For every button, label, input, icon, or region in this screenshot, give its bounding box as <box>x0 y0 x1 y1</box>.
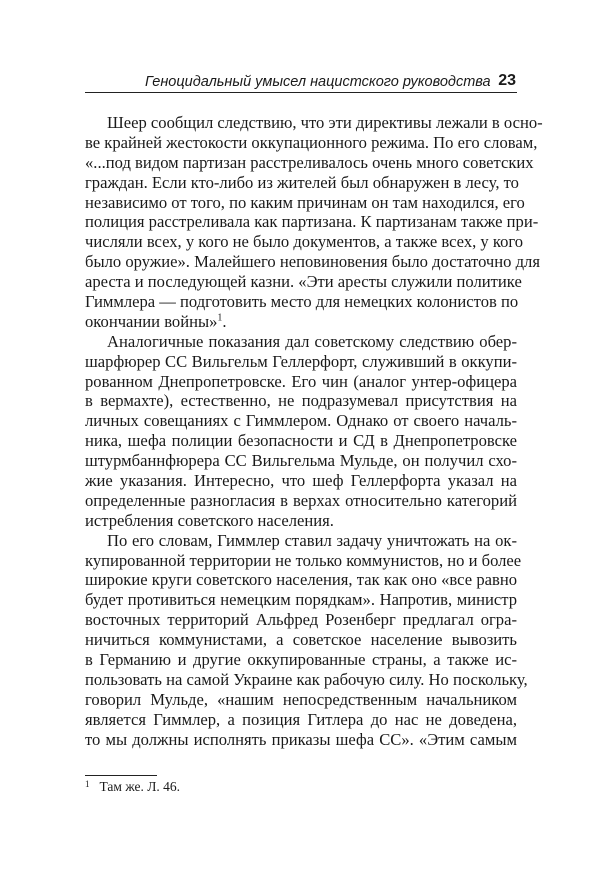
line-text: купированной территории не только коммунистов, но и более <box>85 550 522 570</box>
text-line <box>85 570 517 590</box>
line-text: говорил Мульде, «нашим непосредственным начальником <box>85 689 517 709</box>
running-header <box>85 72 517 93</box>
line-text: в Германию и другие оккупированные страны, а также ис- <box>85 650 517 670</box>
line-text: восточных территорий Альфред Розенберг предлагал огра- <box>85 610 517 630</box>
line-text: граждан. Если кто-либо из жителей был обнаружен в лесу, то <box>85 172 519 192</box>
text-line <box>85 710 517 730</box>
punctuation: . <box>222 311 227 331</box>
text-line <box>85 669 528 690</box>
line-text: ве крайней жестокости оккупационного режима. По его словам, <box>85 132 538 152</box>
text-line <box>85 730 517 750</box>
line-text: Шеер сообщил следствию, что эти директивы лежали в осно- <box>107 113 543 132</box>
text-line <box>85 690 517 710</box>
line-text: будет противиться немецким порядкам». Напротив, министр <box>85 590 517 610</box>
footnote-mark: 1 <box>85 779 90 789</box>
line-text: жие указания. Интересно, что шеф Геллерфорта указал на <box>85 471 517 491</box>
footnote <box>85 779 180 795</box>
line-text: в вермахте), естественно, не подразумевал присутствия на <box>85 391 517 411</box>
line-text: ника, шефа полиции безопасности и СД в Днепропетровске <box>85 431 517 451</box>
page-number: 23 <box>498 72 516 89</box>
text-line <box>85 232 524 252</box>
line-text: пользовать на самой Украине как рабочую силу. Но поскольку, <box>85 669 528 689</box>
body-text <box>85 113 543 750</box>
text-line <box>85 451 517 471</box>
text-line <box>85 531 517 551</box>
line-text: определенные разногласия в верхах относительно категорий <box>85 490 517 510</box>
line-text: является Гиммлер, а позиция Гитлера до нас не доведена, <box>85 709 517 729</box>
text-line <box>85 610 517 630</box>
text-line <box>85 332 517 352</box>
text-line <box>85 292 517 312</box>
text-line <box>85 511 517 531</box>
line-text: ареста и последующей казни. «Эти аресты служили политике <box>85 272 522 292</box>
text-line <box>85 212 539 232</box>
footnote-text: Там же. Л. 46. <box>99 779 180 794</box>
text-line <box>85 630 517 650</box>
line-text: личных совещаниях с Гиммлером. Однако от своего началь- <box>85 411 517 431</box>
text-line <box>85 272 522 292</box>
line-text: полиция расстреливала как партизана. К партизанам также при- <box>85 212 539 232</box>
text-line <box>85 590 517 610</box>
chapter-title: Геноцидальный умысел нацистского руководства <box>145 74 491 90</box>
text-line <box>85 132 538 153</box>
line-text: числяли всех, у кого не было документов, а также всех, у кого <box>85 232 524 252</box>
line-text: было оружие». Малейшего неповиновения было достаточно для <box>85 252 540 272</box>
line-text: Гиммлера — подготовить место для немецких колонистов по <box>85 292 519 312</box>
text-line <box>85 113 543 133</box>
text-line <box>85 352 517 372</box>
footnote-reference: 1 <box>217 312 223 324</box>
text-line <box>85 431 517 451</box>
line-text: широкие круги советского населения, так как оно «все равно <box>85 570 517 590</box>
text-line <box>85 491 517 511</box>
line-text: ничиться коммунистами, а советское население вывозить <box>85 630 517 650</box>
text-line <box>85 471 517 491</box>
text-line <box>85 192 525 213</box>
line-text: «...под видом партизан расстреливалось очень много советских <box>85 152 534 172</box>
text-line <box>85 650 517 670</box>
text-line <box>85 372 517 392</box>
text-line <box>85 312 517 332</box>
line-text: то мы должны исполнять приказы шефа СС». «Этим самым <box>85 729 517 749</box>
line-text: По его словам, Гиммлер ставил задачу уничтожать на ок- <box>107 530 517 550</box>
text-line <box>85 411 517 431</box>
line-text: шарфюрер СС Вильгельм Геллерфорт, служивший в оккупи- <box>85 351 517 371</box>
text-line <box>85 173 517 193</box>
text-line <box>85 550 522 571</box>
line-text: независимо от того, по каким причинам он там находился, его <box>85 192 525 212</box>
text-line <box>85 252 540 272</box>
line-text: штурмбаннфюрера СС Вильгельма Мульде, он получил схо- <box>85 451 517 471</box>
text-line <box>85 152 534 173</box>
line-text: рованном Днепропетровске. Его чин (аналог унтер-офицера <box>85 371 517 391</box>
line-text: окончании войны» <box>85 311 218 331</box>
footnote-divider <box>85 775 157 776</box>
line-text: истребления советского населения. <box>85 510 334 530</box>
text-line <box>85 391 517 411</box>
line-text: Аналогичные показания дал советскому следствию обер- <box>107 331 517 351</box>
